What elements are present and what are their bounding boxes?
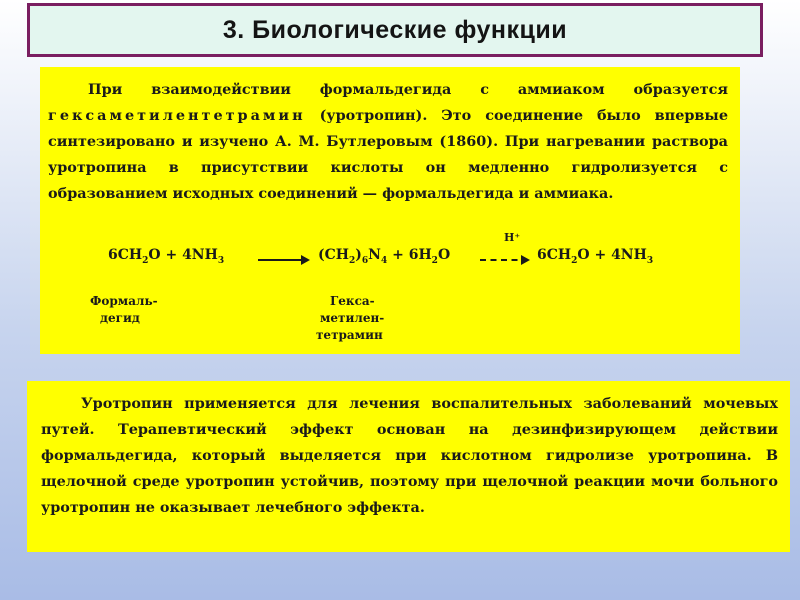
catalyst-label: H⁺ <box>504 231 521 244</box>
therapy-text: Уротропин применяется для лечения воспалительных заболеваний мочевых путей. Терапевтический эффект основан на дезинфизирующем действии формальдегида, который выделяется при кислотном гидролизе уротропина. В щелочной среде уротропин устойчив, поэтому при щелочной реакции мочи больного уротропин не оказывает лечебного эффекта. <box>41 395 778 516</box>
therapy-panel <box>27 381 790 552</box>
title-box <box>27 3 763 57</box>
equation-products: $6CH_2O + 4NH_3$ <box>537 247 654 266</box>
page-title: 3. Биологические функции <box>222 15 568 44</box>
reaction-panel <box>40 67 740 354</box>
therapy-paragraph <box>41 391 778 521</box>
label-hexamine-3: тетрамин <box>316 328 383 342</box>
reaction-equation <box>40 247 740 271</box>
label-formaldehyde-2: дегид <box>100 311 140 325</box>
hydrolysis-arrow <box>480 259 528 261</box>
reaction-paragraph <box>48 77 728 207</box>
paragraph-text-b: (уротропин). Это соединение было впервые синтезировано и изучено А. М. Бутлеровым (1860). При нагревании раствора уротропина в присутствии кислоты он медленно гидролизуется с образованием исходных соединений — формальдегида и аммиака. <box>48 107 728 202</box>
label-formaldehyde-1: Формаль- <box>90 294 158 308</box>
equation-reactants: $6CH_2O + 4NH_3$ <box>108 247 225 266</box>
paragraph-text-a: При взаимодействии формальдегида с аммиаком образуется <box>88 81 728 98</box>
label-hexamine-2: метилен- <box>320 311 385 325</box>
forward-arrow <box>258 259 308 261</box>
equation-intermediate: $(CH_2)_6N_4 + 6H_2O$ <box>318 247 451 266</box>
label-hexamine-1: Гекса- <box>330 294 375 308</box>
hexamine-term: гексаметилентетрамин <box>48 107 306 124</box>
